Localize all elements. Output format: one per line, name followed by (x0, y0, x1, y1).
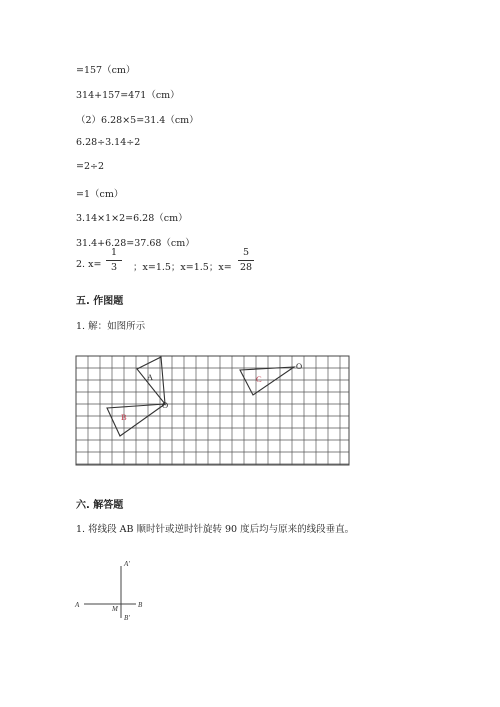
calc-line-3: （2）6.28×5=31.4（cm） (76, 115, 199, 126)
label-b: B (138, 601, 143, 609)
section-6-title: 六. 解答题 (76, 500, 124, 511)
section-5-answer: 1. 解：如图所示 (76, 321, 146, 332)
label-b-prime: B' (124, 614, 130, 622)
q2-prefix: 2. x= (76, 259, 102, 270)
label-a: A (147, 372, 154, 382)
q2-fraction-1-numerator: 1 (110, 247, 118, 258)
calc-line-5: =2÷2 (76, 161, 105, 172)
section-5-title: 五. 作图题 (76, 296, 124, 307)
calc-line-7: 3.14×1×2=6.28（cm） (76, 213, 188, 224)
label-a-prime: A' (124, 560, 130, 568)
q2-fraction-2-denominator: 28 (239, 262, 253, 273)
label-a: A (75, 601, 80, 609)
label-m: M (112, 605, 118, 613)
q2-fraction-1-denominator: 3 (110, 262, 118, 273)
label-c: C (256, 374, 262, 384)
calc-line-6: =1（cm） (76, 189, 124, 200)
calc-line-4: 6.28÷3.14÷2 (76, 137, 141, 148)
calc-line-1: =157（cm） (76, 65, 136, 76)
label-o-triangle-c: O (296, 361, 303, 371)
q2-middle: ；x=1.5；x=1.5；x= (133, 262, 232, 273)
label-b: B (121, 412, 127, 422)
calc-line-2: 314+157=471（cm） (76, 90, 180, 101)
q2-fraction-2-numerator: 5 (242, 247, 250, 258)
section-6-answer: 1. 将线段 AB 顺时针或逆时针旋转 90 度后均与原来的线段垂直。 (76, 524, 355, 535)
calc-line-8: 31.4+6.28=37.68（cm） (76, 238, 195, 249)
label-o-rotation-center: O (162, 400, 169, 410)
